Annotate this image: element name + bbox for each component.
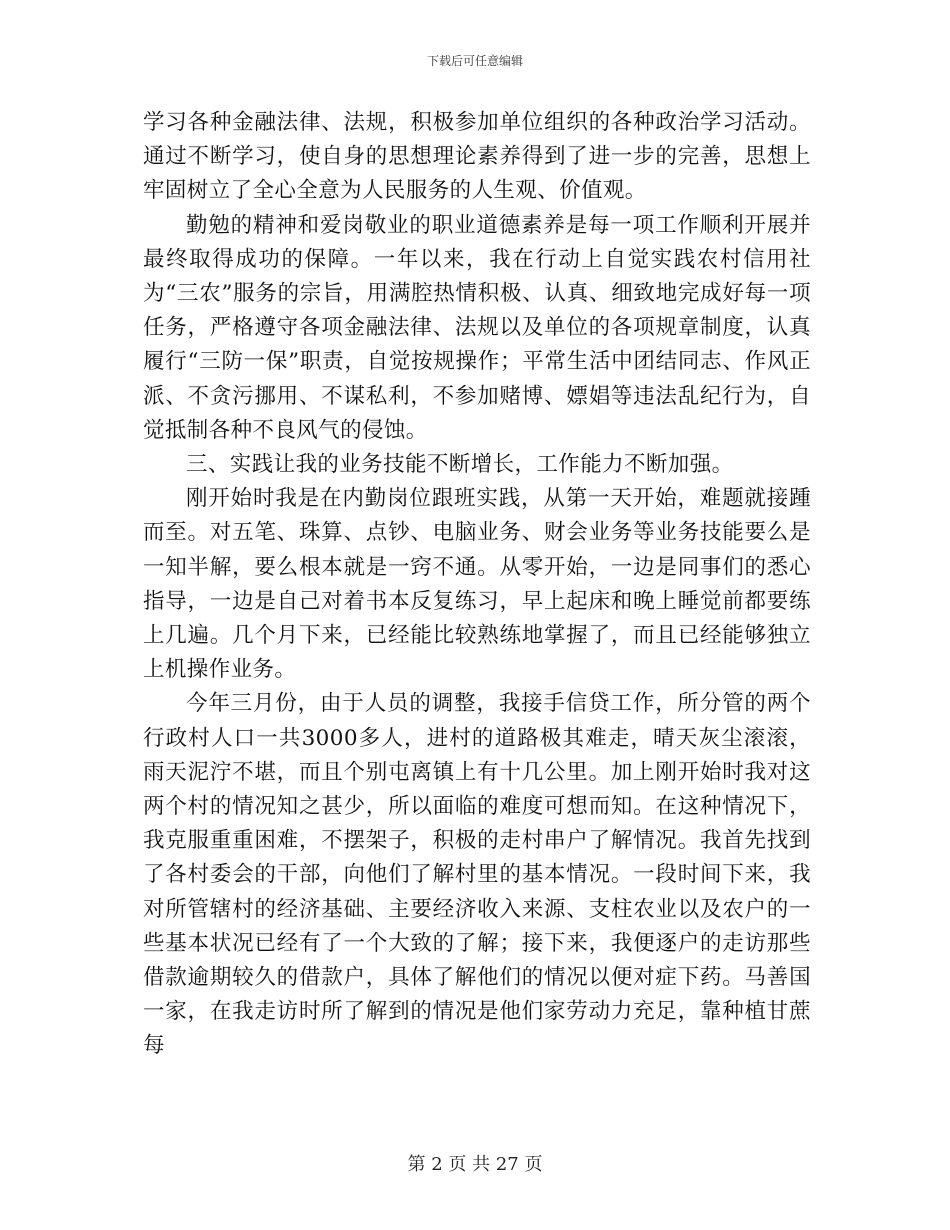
paragraph: 今年三月份，由于人员的调整，我接手信贷工作，所分管的两个行政村人口一共3000多人，进村的道路极其难走，晴天灰尘滚滚，雨天泥泞不堪，而且个别屯离镇上有十几公里。加上刚开始时我对这两个村的情况知之甚少，所以面临的难度可想而知。在这种情况下，我克服重重困难，不摆架子，积极的走村串户了解情况。我首先找到了各村委会的干部，向他们了解村里的基本情况。一段时间下来，我对所管辖村的经济基础、主要经济收入来源、支柱农业以及农户的一些基本状况已经有了一个大致的了解；接下来，我便逐户的走访那些借款逾期较久的借款户，具体了解他们的情况以便对症下药。马善国一家，在我走访时所了解到的情况是他们家劳动力充足，靠种植甘蔗每	[143, 691, 811, 1059]
section-heading: 三、实践让我的业务技能不断增长，工作能力不断加强。	[186, 452, 734, 478]
page-number-footer: 第 2 页 共 27 页	[407, 1154, 543, 1175]
page-header: 下载后可任意编辑	[426, 54, 523, 68]
paragraph: 刚开始时我是在内勤岗位跟班实践，从第一天开始，难题就接踵而至。对五笔、珠算、点钞、电脑业务、财会业务等业务技能要么是一知半解，要么根本就是一窍不通。从零开始，一边是同事们的悉心指导，一边是自己对着书本反复练习，早上起床和晚上睡觉前都要练上几遍。几个月下来，已经能比较熟练地掌握了，而且已经能够独立上机操作业务。	[143, 486, 811, 683]
paragraph: 勤勉的精神和爱岗敬业的职业道德素养是每一项工作顺利开展并最终取得成功的保障。一年以来，我在行动上自觉实践农村信用社为“三农”服务的宗旨，用满腔热情积极、认真、细致地完成好每一项任务，严格遵守各项金融法律、法规以及单位的各项规章制度，认真履行“三防一保”职责，自觉按规操作；平常生活中团结同志、作风正派、不贪污挪用、不谋私利，不参加赌博、嫖娼等违法乱纪行为，自觉抵制各种不良风气的侵蚀。	[143, 212, 811, 443]
document-body	[143, 106, 811, 1064]
paragraph: 学习各种金融法律、法规，积极参加单位组织的各种政治学习活动。通过不断学习，使自身的思想理论素养得到了进一步的完善，思想上牢固树立了全心全意为人民服务的人生观、价值观。	[143, 110, 811, 204]
